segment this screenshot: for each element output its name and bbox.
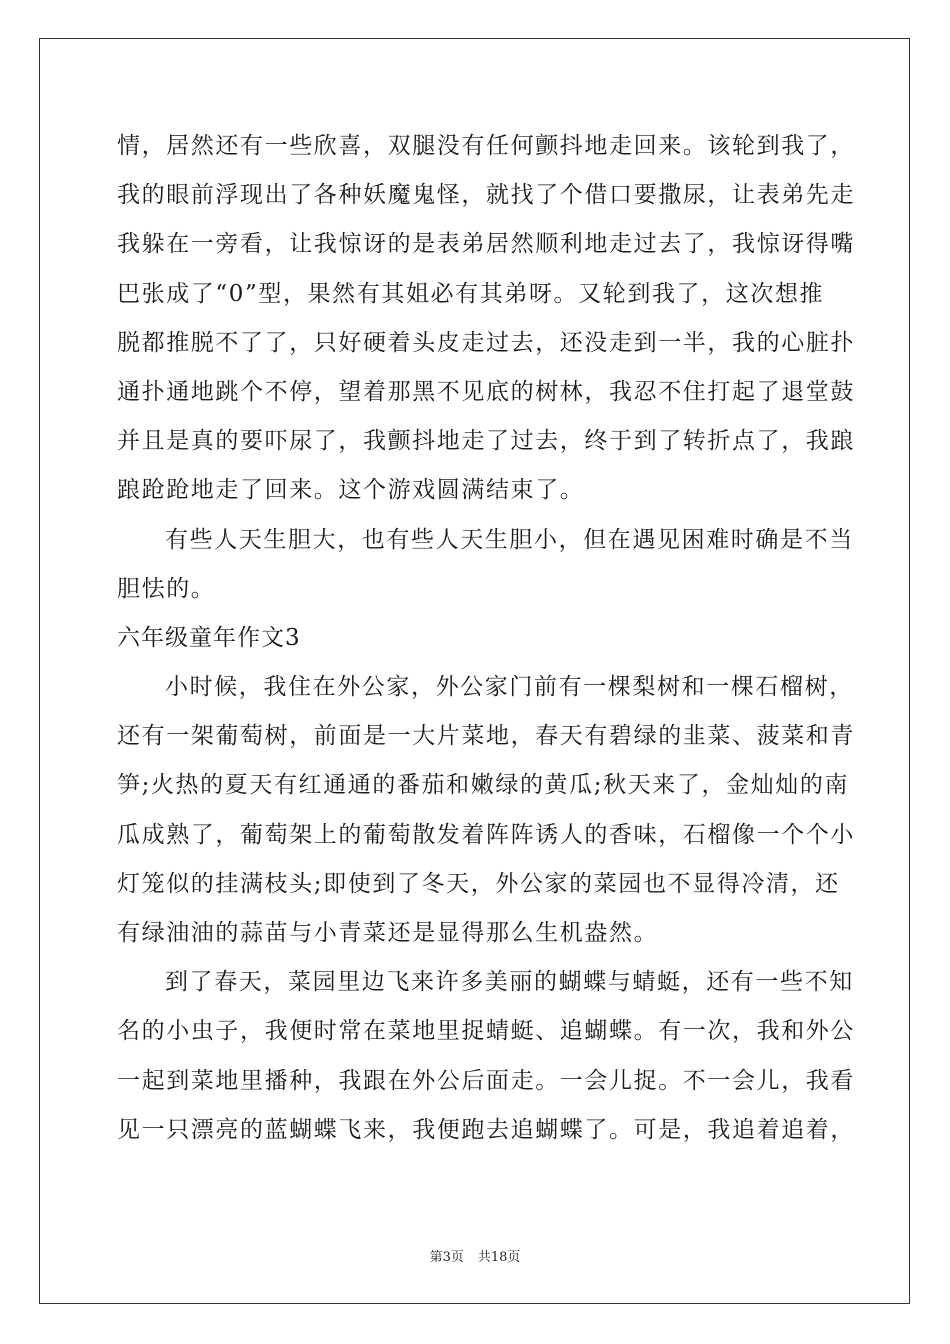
page-footer [0, 1246, 950, 1265]
text-line: 名的小虫子，我便时常在菜地里捉蜻蜓、追蝴蝶。有一次，我和外公 [117, 1018, 855, 1045]
page-total: 共18页 [477, 1250, 521, 1265]
text-line: 通扑通地跳个不停，望着那黑不见底的树林，我忍不住打起了退堂鼓 [117, 378, 855, 405]
text-line: 情，居然还有一些欣喜，双腿没有任何颤抖地走回来。该轮到我了， [117, 133, 855, 159]
text-line: 并且是真的要吓尿了，我颤抖地走了过去，终于到了转折点了，我踉 [117, 428, 855, 455]
section-heading: 六年级童年作文3 [117, 624, 301, 651]
text-line: 胆怯的。 [117, 575, 216, 602]
text-line: 脱都推脱不了了，只好硬着头皮走过去，还没走到一半，我的心脏扑 [117, 329, 855, 356]
text-line: 一起到菜地里播种，我跟在外公后面走。一会儿捉。不一会儿，我看 [117, 1067, 855, 1094]
text-line: 有绿油油的蒜苗与小青菜还是显得那么生机盎然。 [117, 920, 659, 946]
text-line: 瓜成熟了，葡萄架上的葡萄散发着阵阵诱人的香味，石榴像一个个小 [117, 821, 855, 848]
text-line: 巴张成了“0”型，果然有其姐必有其弟呀。又轮到我了，这次想推 [117, 280, 825, 307]
paragraph-first-line: 到了春天，菜园里边飞来许多美丽的蝴蝶与蜻蜓，还有一些不知 [165, 969, 854, 996]
text-line: 踉跄跄地走了回来。这个游戏圆满结束了。 [117, 477, 585, 504]
text-line: 还有一架葡萄树，前面是一大片菜地，春天有碧绿的韭菜、菠菜和青 [117, 723, 855, 750]
text-line: 灯笼似的挂满枝头;即使到了冬天，外公家的菜园也不显得冷清，还 [117, 870, 840, 897]
text-line: 笋;火热的夏天有红通通的番茄和嫩绿的黄瓜;秋天来了，金灿灿的南 [117, 772, 850, 799]
paragraph-first-line: 小时候，我住在外公家，外公家门前有一棵梨树和一棵石榴树， [165, 674, 854, 701]
text-line: 见一只漂亮的蓝蝴蝶飞来，我便跑去追蝴蝶了。可是，我追着追着， [117, 1116, 855, 1143]
page-number: 第3页 [429, 1250, 464, 1265]
document-body [117, 122, 855, 1155]
paragraph-first-line: 有些人天生胆大，也有些人天生胆小，但在遇见困难时确是不当 [165, 526, 854, 553]
text-line: 我的眼前浮现出了各种妖魔鬼怪，就找了个借口要撒尿，让表弟先走 [117, 182, 855, 209]
text-line: 我躲在一旁看，让我惊讶的是表弟居然顺利地走过去了，我惊讶得嘴 [117, 231, 855, 258]
